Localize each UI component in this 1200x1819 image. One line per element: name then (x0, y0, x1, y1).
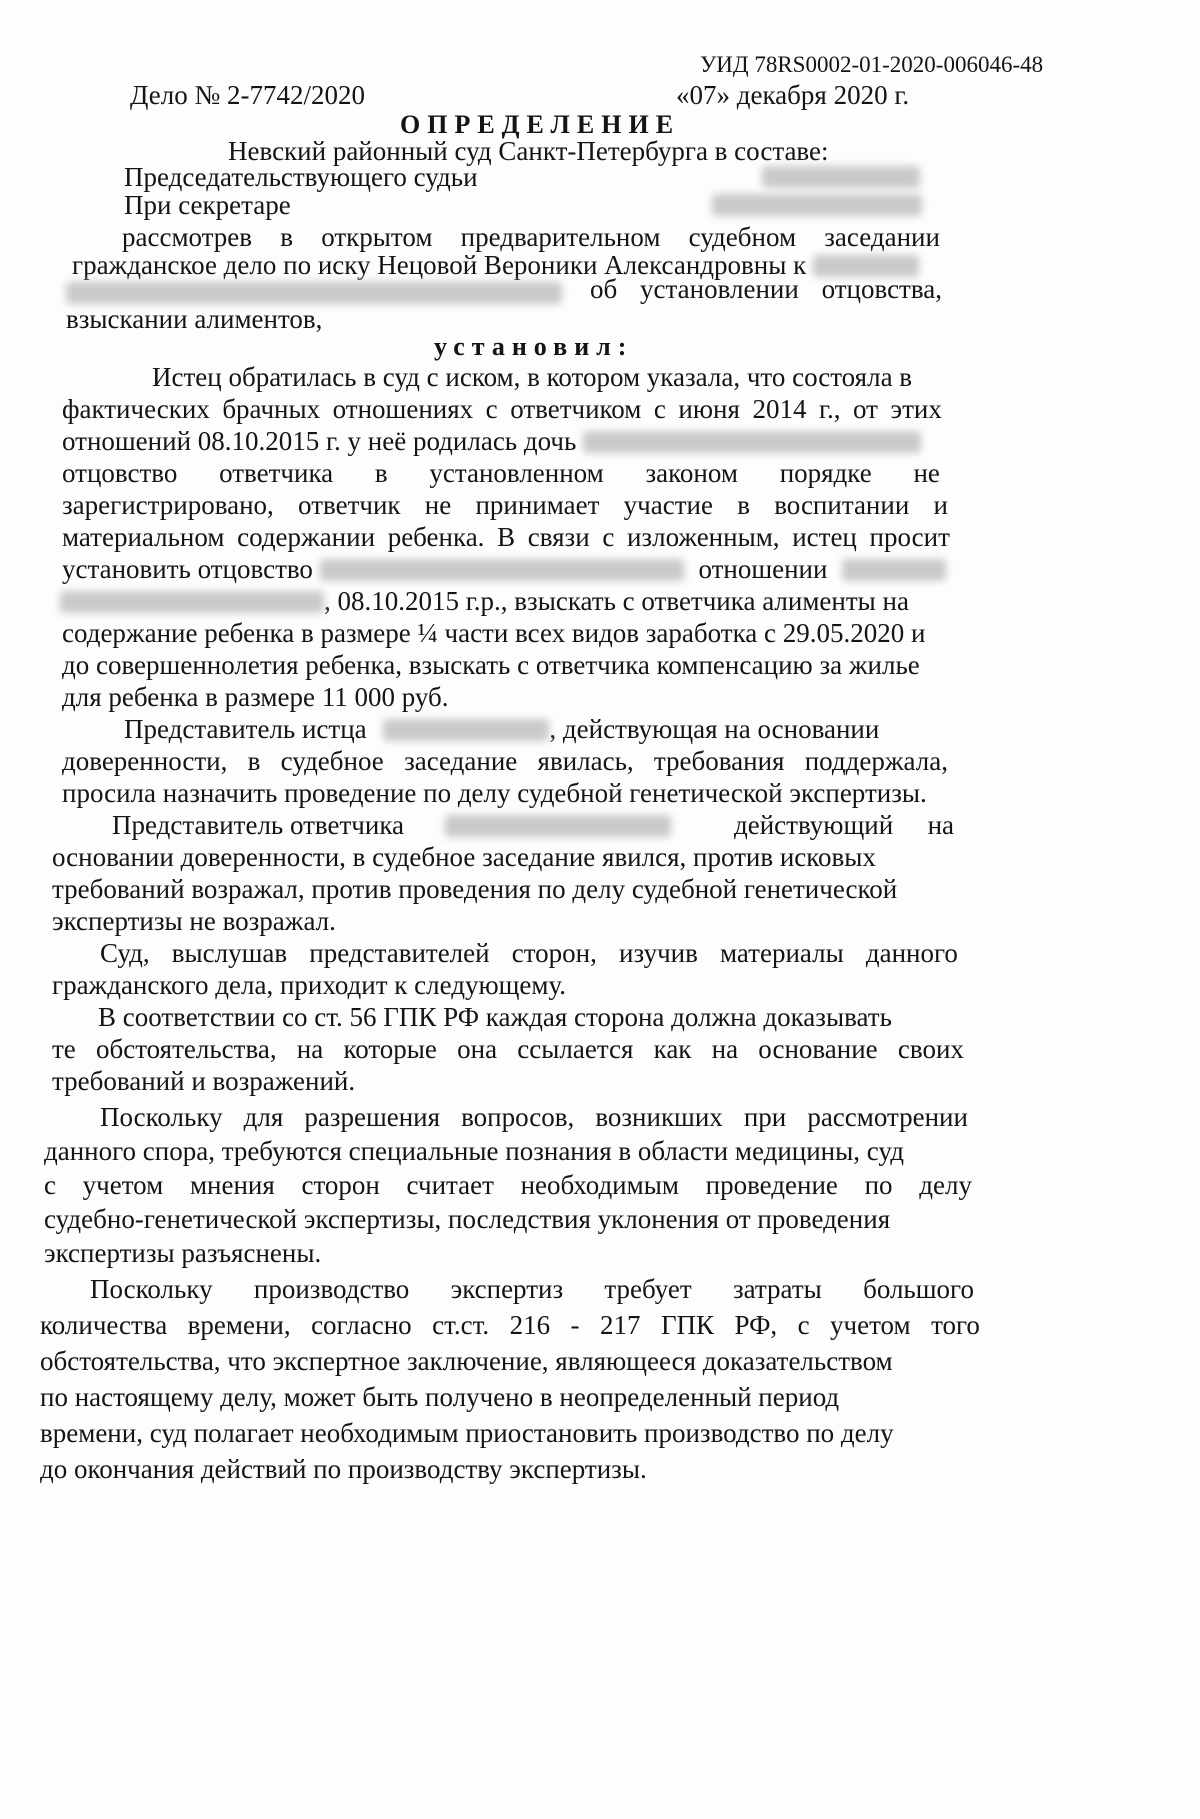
p7-line-1: Поскольку производство экспертиз требует затраты большого (90, 1274, 974, 1304)
redacted-secretary-name (712, 194, 922, 216)
p6-line-5: экспертизы разъяснены. (44, 1238, 322, 1268)
p1-line-10: до совершеннолетия ребенка, взыскать с ответчика компенсацию за жилье (62, 650, 920, 680)
p3-line-4: экспертизы не возражал. (52, 906, 336, 936)
uid-line: УИД 78RS0002-01-2020-006046-48 (700, 52, 1044, 77)
secretary-label: При секретаре (124, 190, 291, 220)
p7-line-3: обстоятельства, что экспертное заключение, являющееся доказательством (40, 1346, 893, 1376)
redacted-child-first-name (60, 591, 324, 613)
redacted-plaintiff-rep (383, 719, 549, 741)
redacted-defendant-rep (445, 815, 671, 837)
p1-line-6: материальном содержании ребенка. В связи с изложенным, истец просит (62, 522, 950, 552)
case-number: Дело № 2-7742/2020 (130, 80, 365, 110)
redacted-defendant-initials (320, 559, 684, 581)
redacted-child-surname (842, 559, 946, 581)
redacted-child-name (583, 431, 921, 453)
p3-line-1-tail: действующий на (734, 810, 954, 840)
p5-line-3: требований и возражений. (52, 1066, 356, 1096)
p6-line-3: с учетом мнения сторон считает необходимым проведение по делу (44, 1170, 972, 1200)
p2-line-1: Представитель истца , действующая на основании (124, 714, 880, 744)
p7-line-2: количества времени, согласно ст.ст. 216 - 217 ГПК РФ, с учетом того (40, 1310, 980, 1340)
p6-line-2: данного спора, требуются специальные познания в области медицины, суд (44, 1136, 904, 1166)
p3-line-3: требований возражал, против проведения по делу судебной генетической (52, 874, 898, 904)
intro-line-2: гражданское дело по иску Нецовой Вероники Александровны к (72, 248, 919, 282)
intro-line-3: об установлении отцовства, (590, 274, 942, 304)
p4-line-2: гражданского дела, приходит к следующему. (52, 970, 567, 1000)
p1-line-3: отношений 08.10.2015 г. у неё родилась дочь (62, 424, 921, 458)
p1-line-5: зарегистрировано, ответчик не принимает участие в воспитании и (62, 490, 948, 520)
p1-line-11: для ребенка в размере 11 000 руб. (62, 682, 449, 712)
p3-line-2: основании доверенности, в судебное заседание явился, против исковых (52, 842, 876, 872)
document-date: «07» декабря 2020 г. (676, 80, 910, 110)
p1-line-1: Истец обратилась в суд с иском, в котором указала, что состояла в (152, 362, 913, 392)
p1-line-2: фактических брачных отношениях с ответчиком с июня 2014 г., от этих (62, 394, 942, 424)
established-heading: установил: (434, 332, 634, 361)
judge-label: Председательствующего судьи (124, 162, 478, 192)
p4-line-1: Суд, выслушав представителей сторон, изучив материалы данного (100, 938, 958, 968)
p1-line-9: содержание ребенка в размере ¼ части всех видов заработка с 29.05.2020 и (62, 618, 926, 648)
p7-line-4: по настоящему делу, может быть получено в неопределенный период (40, 1382, 840, 1412)
p1-line-4: отцовство ответчика в установленном законом порядке не (62, 458, 940, 488)
intro-line-4: взыскании алиментов, (66, 304, 323, 334)
intro-line-1: рассмотрев в открытом предварительном судебном заседании (122, 222, 940, 252)
p6-line-4: судебно-генетической экспертизы, последствия уклонения от проведения (44, 1204, 891, 1234)
court-line: Невский районный суд Санкт-Петербурга в составе: (228, 136, 829, 166)
p6-line-1: Поскольку для разрешения вопросов, возникших при рассмотрении (100, 1102, 968, 1132)
redacted-defendant-name-cont (66, 282, 562, 304)
p3-line-1: Представитель ответчика (112, 808, 671, 842)
redacted-judge-name (762, 166, 920, 188)
p5-line-1: В соответствии со ст. 56 ГПК РФ каждая сторона должна доказывать (98, 1002, 892, 1032)
p2-line-3: просила назначить проведение по делу судебной генетической экспертизы. (62, 778, 927, 808)
p2-line-2: доверенности, в судебное заседание явилась, требования поддержала, (62, 746, 948, 776)
p1-line-8: , 08.10.2015 г.р., взыскать с ответчика алименты на (60, 584, 909, 618)
p1-line-7: установить отцовство отношении (62, 552, 946, 586)
document-title: ОПРЕДЕЛЕНИЕ (400, 110, 681, 139)
p7-line-6: до окончания действий по производству экспертизы. (40, 1454, 647, 1484)
p5-line-2: те обстоятельства, на которые она ссылается как на основание своих (52, 1034, 964, 1064)
p7-line-5: времени, суд полагает необходимым приостановить производство по делу (40, 1418, 894, 1448)
